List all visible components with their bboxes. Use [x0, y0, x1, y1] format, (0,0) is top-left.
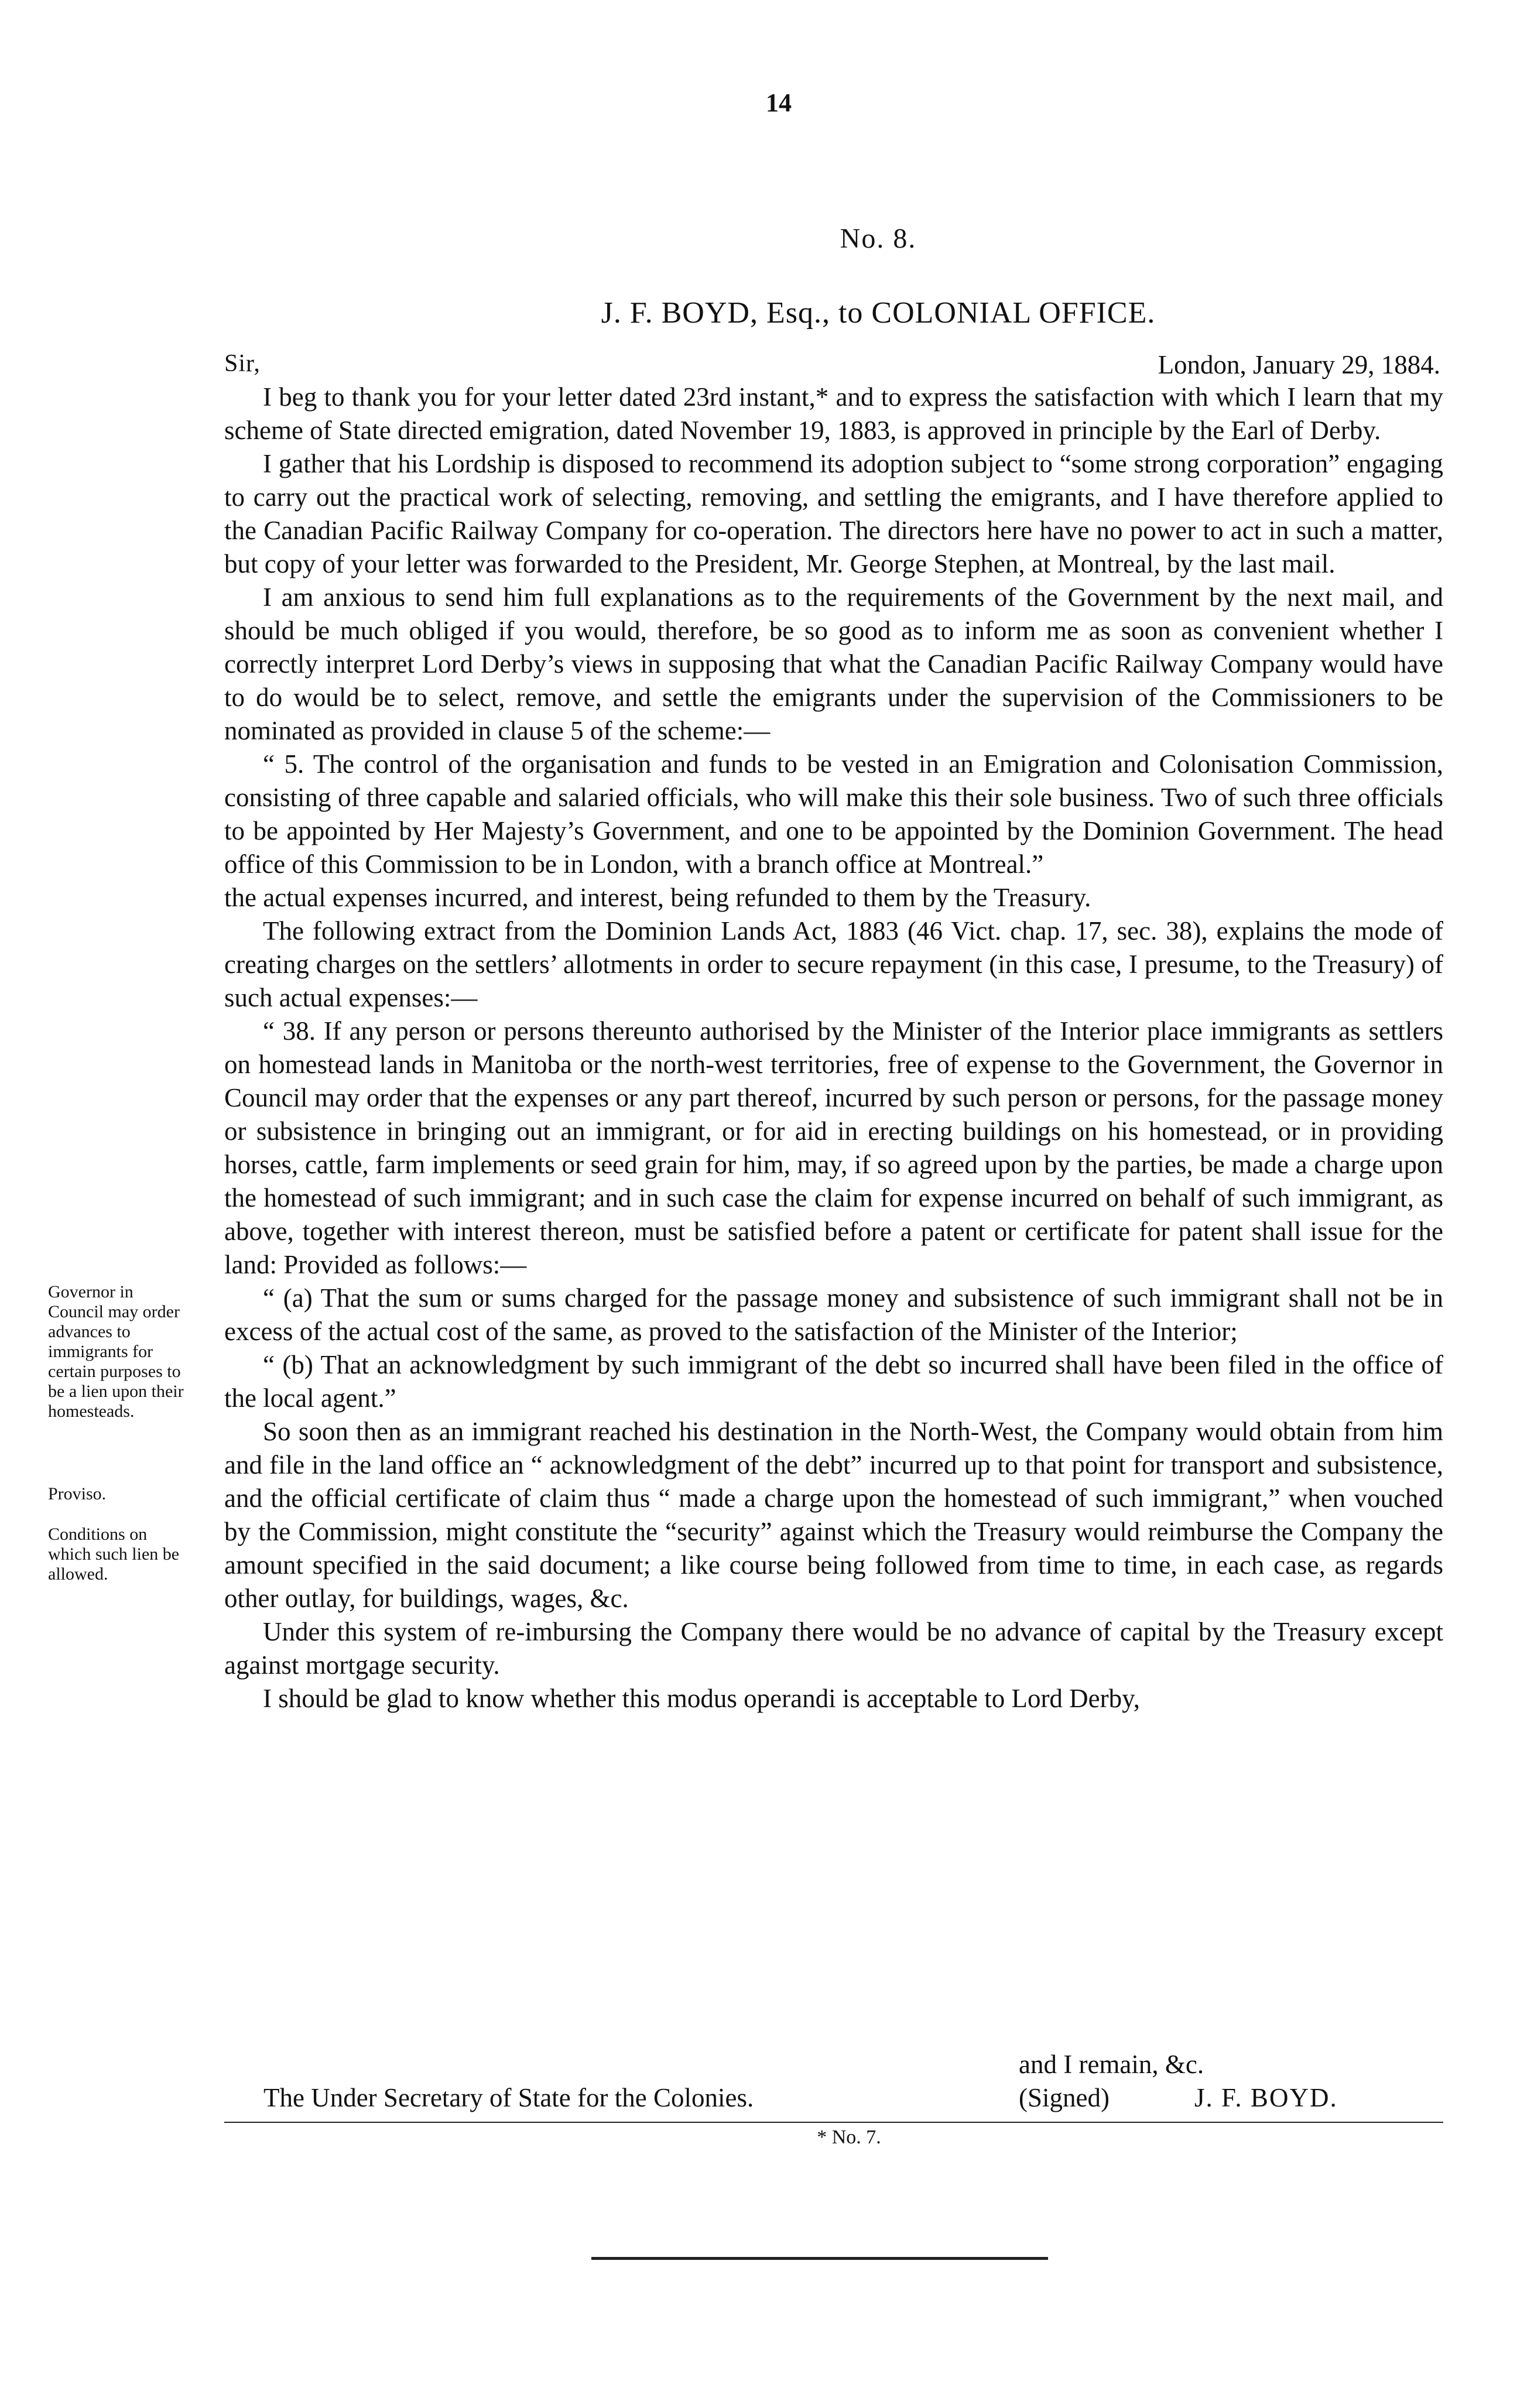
salutation: Sir,: [224, 350, 261, 377]
dateline: London, January 29, 1884.: [1158, 350, 1440, 379]
quoted-clause: “ 5. The control of the organisation and funds to be vested in an Emigration and Colonisation Commission, consisting of three capable and salaried officials, who will make this their sole business. Two of such three officials to be appointed by Her Majesty’s Government, and one to be appointed by the Dominion Government. The head office of this Commission to be in London, with a branch office at Montreal.”: [224, 749, 1443, 879]
quoted-clause: “ (b) That an acknowledgment by such immigrant of the debt so incurred shall have been filed in the office of the local agent.”: [224, 1350, 1443, 1413]
footnote: * No. 7.: [817, 2126, 881, 2148]
document-title: J. F. BOYD, Esq., to COLONIAL OFFICE.: [601, 296, 1156, 330]
quoted-clause: “ (a) That the sum or sums charged for the passage money and subsistence of such immigrant shall not be in excess of the actual cost of the same, as proved to the satisfaction of the Minister of the Interior;: [224, 1283, 1443, 1346]
paragraph: So soon then as an immigrant reached his destination in the North-West, the Company would obtain from him and file in the land office an “ acknowledgment of the debt” incurred up to that point for transport and subsistence, and the official certificate of claim thus “ made a charge upon the homestead of such immigrant,” when vouched by the Commission, might constitute the “security” against which the Treasury would reimburse the Company the amount specified in the said document; a like course being followed from time to time, in each case, as regards other outlay, for buildings, wages, &c.: [224, 1417, 1443, 1613]
footnote-divider: [224, 2122, 1443, 2123]
document-number: No. 8.: [840, 223, 917, 254]
paragraph: I beg to thank you for your letter dated 23rd instant,* and to express the satisfaction with which I learn that my scheme of State directed emigration, dated November 19, 1883, is approved in principle by the Earl of Derby.: [224, 382, 1443, 445]
marginal-note: Governor in Council may order advances to immigrants for certain purposes to be a lien upon their homesteads.: [48, 1282, 184, 1421]
paragraph: Under this system of re-imbursing the Company there would be no advance of capital by the Treasury except against mortgage security.: [224, 1617, 1443, 1680]
end-rule: [591, 2257, 1048, 2260]
addressee: The Under Secretary of State for the Colonies.: [263, 2083, 754, 2112]
quoted-clause: “ 38. If any person or persons thereunto authorised by the Minister of the Interior place immigrants as settlers on homestead lands in Manitoba or the north-west territories, free of expense to the Government, the Governor in Council may order that the expenses or any part thereof, incurred by such person or persons, for the passage money or subsistence in bringing out an immigrant, or for aid in erecting buildings on his homestead, or in providing horses, cattle, farm implements or seed grain for him, may, if so agreed upon by the parties, be made a charge upon the homestead of such immigrant; and in such case the claim for expense incurred on behalf of such immigrant, as above, together with interest thereon, must be satisfied before a patent or certificate for patent shall issue for the land: Provided as follows:—: [224, 1016, 1443, 1279]
letter-body: [224, 381, 1443, 1715]
signed-label: (Signed): [1019, 2083, 1110, 2112]
page-number: 14: [766, 88, 792, 117]
signer-name: J. F. BOYD.: [1194, 2083, 1338, 2112]
marginal-note: Conditions on which such lien be allowed.: [48, 1525, 180, 1584]
paragraph: I should be glad to know whether this modus operandi is acceptable to Lord Derby,: [263, 1684, 1140, 1713]
paragraph: the actual expenses incurred, and interest, being refunded to them by the Treasury.: [224, 883, 1091, 912]
closing: and I remain, &c.: [1019, 2050, 1204, 2079]
paragraph: I am anxious to send him full explanations as to the requirements of the Government by the next mail, and should be much obliged if you would, therefore, be so good as to inform me as soon as convenient whether I correctly interpret Lord Derby’s views in supposing that what the Canadian Pacific Railway Company would have to do would be to select, remove, and settle the emigrants under the supervision of the Commissioners to be nominated as provided in clause 5 of the scheme:—: [224, 583, 1443, 745]
paragraph: The following extract from the Dominion Lands Act, 1883 (46 Vict. chap. 17, sec. 38), explains the mode of creating charges on the settlers’ allotments in order to secure repayment (in this case, I presume, to the Treasury) of such actual expenses:—: [224, 916, 1443, 1012]
marginal-note: Proviso.: [48, 1484, 107, 1503]
paragraph: I gather that his Lordship is disposed to recommend its adoption subject to “some strong corporation” engaging to carry out the practical work of selecting, removing, and settling the emigrants, and I have therefore applied to the Canadian Pacific Railway Company for co-operation. The directors here have no power to act in such a matter, but copy of your letter was forwarded to the President, Mr. George Stephen, at Montreal, by the last mail.: [224, 449, 1443, 578]
